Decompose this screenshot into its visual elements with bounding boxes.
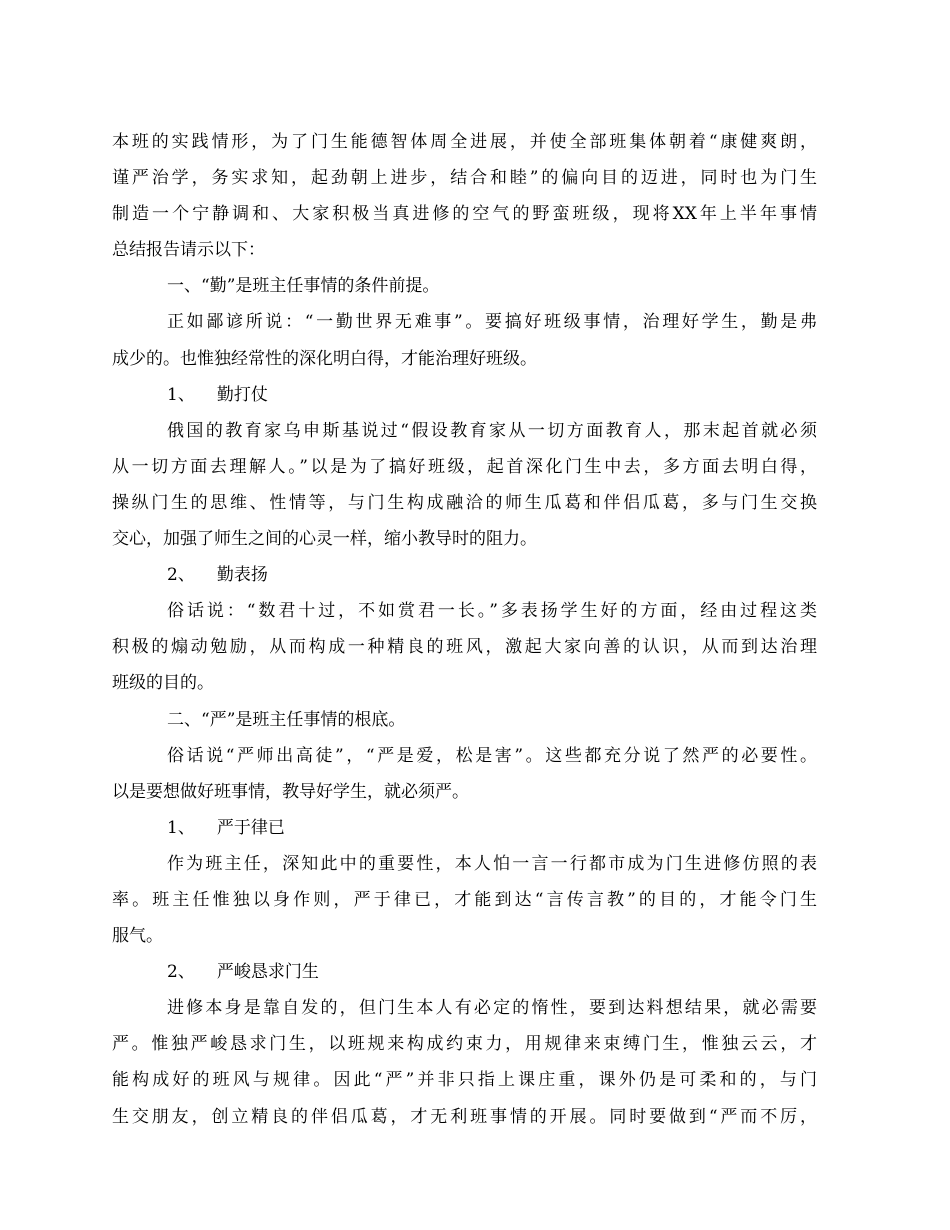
paragraph-line: 以是要想做好班事情，教导好学生，就必须严。: [112, 781, 469, 802]
paragraph-line: 班级的目的。: [112, 673, 214, 694]
paragraph-line: 俗话说“严师出高徒”，“严是爱，松是害”。这些都充分说了然严的必要性。: [167, 745, 817, 766]
document-body: [112, 128, 817, 1139]
paragraph-line: 操纵门生的思维、性情等，与门生构成融洽的师生瓜葛和伴侣瓜葛，多与门生交换: [112, 492, 817, 513]
paragraph-line: 成少的。也惟独经常性的深化明白得，才能治理好班级。: [112, 348, 537, 369]
paragraph-line: 从一切方面去理解人。”以是为了搞好班级，起首深化门生中去，多方面去明白得，: [112, 456, 817, 477]
paragraph-line: 生交朋友，创立精良的伴侣瓜葛，才无利班事情的开展。同时要做到“严而不厉，: [112, 1106, 817, 1127]
paragraph-line: 率。班主任惟独以身作则，严于律已，才能到达“言传言教”的目的，才能令门生: [112, 889, 817, 910]
subsection-number: 1、: [167, 384, 195, 405]
paragraph-line: 本班的实践情形，为了门生能德智体周全进展，并使全部班集体朝着“康健爽朗，: [112, 132, 817, 152]
paragraph-line: 积极的煽动勉励，从而构成一种精良的班风，激起大家向善的认识，从而到达治理: [112, 637, 817, 658]
subsection-title: 严峻恳求门生: [216, 962, 319, 983]
subsection-title: 严于律已: [216, 817, 285, 838]
paragraph-line: 谨严治学，务实求知，起劲朝上进步，结合和睦”的偏向目的迈进，同时也为门生: [112, 168, 817, 189]
paragraph-line: 服气。: [112, 926, 163, 947]
subsection-number: 2、: [167, 962, 195, 983]
paragraph-line: 进修本身是靠自发的，但门生本人有必定的惰性，要到达料想结果，就必需要: [167, 998, 817, 1019]
paragraph-line: 交心，加强了师生之间的心灵一样，缩小教导时的阻力。: [112, 529, 537, 550]
subsection-heading: [112, 381, 817, 409]
paragraph-line: 俗话说：“数君十过，不如赏君一长。”多表扬学生好的方面，经由过程这类: [167, 601, 817, 622]
subsection-title: 勤打仗: [216, 384, 268, 405]
paragraph-line: 正如鄙谚所说：“一勤世界无难事”。要搞好班级事情，治理好学生，勤是弗: [167, 312, 817, 333]
paragraph-line: 制造一个宁静调和、大家积极当真进修的空气的野蛮班级，现将XX年上半年事情: [112, 204, 817, 225]
subsection-heading: [112, 958, 817, 986]
paragraph-line: 能构成好的班风与规律。因此“严”并非只指上课庄重，课外仍是可柔和的，与门: [112, 1070, 817, 1091]
section-heading: 二、“严”是班主任事情的根底。: [167, 709, 406, 730]
paragraph-line: 总结报告请示以下：: [112, 240, 265, 261]
paragraph-line: 俄国的教育家乌申斯基说过“假设教育家从一切方面教育人，那末起首就必须: [167, 420, 817, 441]
paragraph-line: 作为班主任，深知此中的重要性，本人怕一言一行都市成为门生进修仿照的表: [167, 853, 817, 874]
paragraph-line: 严。惟独严峻恳求门生，以班规来构成约束力，用规律来束缚门生，惟独云云，才: [112, 1034, 817, 1055]
section-heading: 一、“勤”是班主任事情的条件前提。: [167, 276, 440, 297]
subsection-title: 勤表扬: [216, 565, 268, 586]
subsection-heading: [112, 814, 817, 842]
subsection-heading: [112, 561, 817, 589]
subsection-number: 1、: [167, 817, 195, 838]
subsection-number: 2、: [167, 565, 195, 586]
